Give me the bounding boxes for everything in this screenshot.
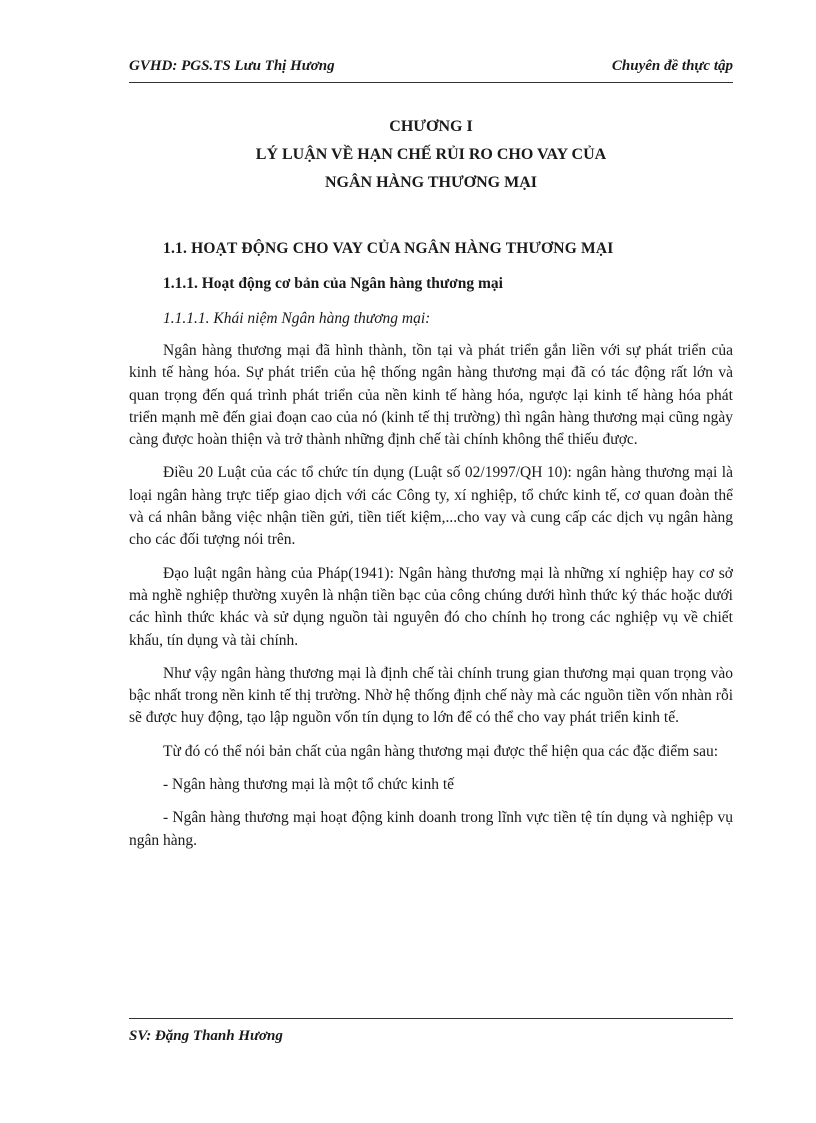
paragraph: Như vậy ngân hàng thương mại là định chế tài chính trung gian thương mại quan trọng vào bậc nhất trong nền kinh tế thị trường. Nhờ hệ thống định chế này mà các nguồn tiền vốn nhàn rỗi sẽ được huy động, tạo lập nguồn vốn tín dụng to lớn để có thể cho vay phát triển kinh tế. [129,664,733,727]
report-type-label: Chuyên đề thực tập [611,58,733,74]
page-footer [129,1018,733,1044]
chapter-title-line-2: NGÂN HÀNG THƯƠNG MẠI [325,174,537,191]
paragraph: Từ đó có thể nói bản chất của ngân hàng thương mại được thể hiện qua các đặc điểm sau: [163,742,719,760]
supervisor-label: GVHD: PGS.TS Lưu Thị Hương [129,58,335,74]
bullet-item: - Ngân hàng thương mại hoạt động kinh doanh trong lĩnh vực tiền tệ tín dụng và nghiệp vụ ngân hàng. [129,809,733,849]
paragraph: Điều 20 Luật của các tổ chức tín dụng (Luật số 02/1997/QH 10): ngân hàng thương mại là loại ngân hàng trực tiếp giao dịch với các Công ty, xí nghiệp, tổ chức kinh tế, cơ quan đoàn thể và cá nhân bằng việc nhận tiền gửi, tiền tiết kiệm,...cho vay và cung cấp các dịch vụ ngân hàng cho các đối tượng nói trên. [129,464,733,549]
bullet-item: - Ngân hàng thương mại là một tổ chức kinh tế [163,776,455,794]
paragraph: Đạo luật ngân hàng của Pháp(1941): Ngân hàng thương mại là những xí nghiệp hay cơ sở mà nghề nghiệp thường xuyên là nhận tiền bạc của công chúng dưới hình thức ký thác hoặc dưới các hình thức khác và sử dụng nguồn tài nguyên đó cho chính họ trong các nghiệp vụ về chiết khấu, tín dụng và tài chính. [129,564,733,649]
page-header [129,56,733,83]
body-text [129,340,733,863]
subsection-heading: 1.1.1. Hoạt động cơ bản của Ngân hàng thương mại [163,275,503,292]
chapter-number: CHƯƠNG I [389,118,473,135]
section-heading: 1.1. HOẠT ĐỘNG CHO VAY CỦA NGÂN HÀNG THƯƠNG MẠI [163,240,614,257]
student-label: SV: Đặng Thanh Hương [129,1028,283,1044]
paragraph: Ngân hàng thương mại đã hình thành, tồn tại và phát triển gắn liền với sự phát triển của kinh tế hàng hóa. Sự phát triển của hệ thống ngân hàng thương mại đã có tác động rất lớn và quan trọng đến quá trình phát triển của nền kinh tế hàng hóa, ngược lại kinh tế hàng hóa phát triển mạnh mẽ đến giai đoạn cao của nó (kinh tế thị trường) thì ngân hàng thương mại cũng ngày càng được hoàn thiện và trở thành những định chế tài chính không thể thiếu được. [129,342,733,449]
subsubsection-heading: 1.1.1.1. Khái niệm Ngân hàng thương mại: [163,310,431,327]
chapter-title-line-1: LÝ LUẬN VỀ HẠN CHẾ RỦI RO CHO VAY CỦA [255,146,607,163]
